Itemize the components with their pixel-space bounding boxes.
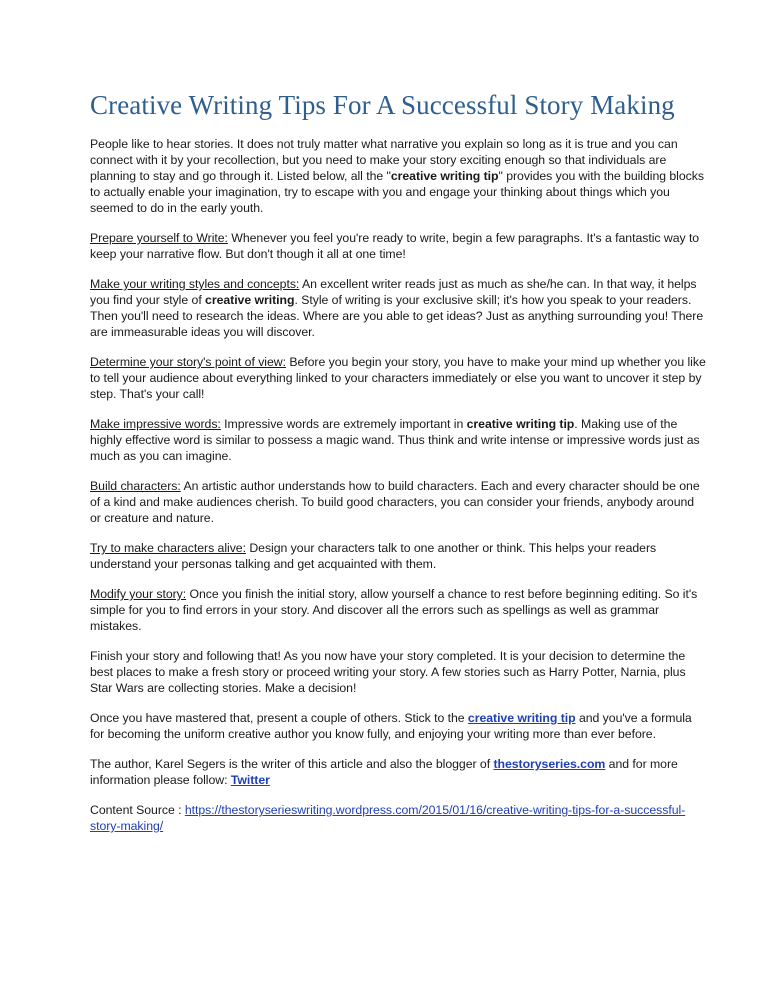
tip-text: An excellent writer reads just as much as she/he can. In that way, it helps you find your style of [90,277,697,307]
tip-paragraph-characters-alive [90,540,708,572]
tip-text: Whenever you feel you're ready to write, begin a few paragraphs. It's a fantastic way to keep your narrative flow. But don't though it all at one time! [90,231,700,261]
tip-text: Design your characters talk to one another or think. This helps your readers understand your personas talking and get acquainted with them. [90,541,657,571]
intro-text-end: " provides you with the building blocks to actually enable your imagination, try to escape with you and engage your thinking about things which you seemed to do in the early youth. [90,169,704,215]
tip-bold-phrase: creative writing tip [466,417,575,431]
tip-heading: Determine your story's point of view: [90,355,286,369]
content-source-label: Content Source : [90,803,185,817]
author-text: The author, Karel Segers is the writer of this article and also the blogger of [90,757,494,771]
author-text-middle: and for more information please follow: [90,757,678,787]
author-paragraph [90,756,708,788]
intro-text: People like to hear stories. It does not truly matter what narrative you explain so long as it is true and you can connect with it by your recollection, but you need to make your story exciting enough so that individuals are planning to stay and go through it. Listed below, all the " [90,137,678,183]
tip-paragraph-modify [90,586,708,634]
tip-text: Once you finish the initial story, allow yourself a chance to rest before beginning editing. So it's simple for you to find errors in your story. And discover all the errors such as spellings as well as grammar mistakes. [90,587,698,633]
mastered-text-end: and you've a formula for becoming the uniform creative author you know fully, and enjoying your writing more than ever before. [90,711,692,741]
mastered-text: Once you have mastered that, present a couple of others. Stick to the [90,711,468,725]
creative-writing-tip-link[interactable]: creative writing tip [467,711,576,725]
tip-text-end: . Style of writing is your exclusive skill; it's how you speak to your readers. Then you'll need to research the ideas. Where are you able to get ideas? Just as anything surrounding you! There are immeasurable ideas you will discover. [90,293,704,339]
tip-text-end: . Making use of the highly effective word is similar to possess a magic wand. Thus think and write intense or impressive words just as much as you can imagine. [90,417,700,463]
tip-text: Before you begin your story, you have to make your mind up whether you like to tell your audience about everything linked to your characters immediately or else you want to uncover it step by step. That's your call! [90,355,706,401]
tip-paragraph-impressive-words [90,416,708,464]
tip-heading: Make impressive words: [90,417,221,431]
tip-paragraph-point-of-view [90,354,708,402]
tip-paragraph-prepare [90,230,708,262]
tip-paragraph-styles [90,276,708,340]
tip-heading: Modify your story: [90,587,187,601]
tip-text: Impressive words are extremely important in [220,417,467,431]
thestoryseries-link[interactable]: thestoryseries.com [493,757,606,771]
tip-bold-phrase: creative writing [205,293,295,307]
intro-paragraph [90,136,708,216]
tip-heading: Build characters: [90,479,181,493]
tip-paragraph-characters [90,478,708,526]
intro-bold-phrase: creative writing tip [390,169,499,183]
tip-heading: Try to make characters alive: [90,541,246,555]
mastered-paragraph [90,710,708,742]
tip-text: An artistic author understands how to build characters. Each and every character should be one of a kind and make audiences cherish. To build good characters, you can consider your friends, anybody around or creature and nature. [90,479,700,525]
page-title: Creative Writing Tips For A Successful Story Making [90,90,675,120]
finish-paragraph: Finish your story and following that! As you now have your story completed. It is your decision to determine the best places to make a fresh story or proceed writing your story. A few stories such as Harry Potter, Narnia, plus Star Wars are collecting stories. Make a decision! [90,649,686,695]
content-source-paragraph [90,802,708,834]
content-source-link[interactable]: https://thestoryserieswriting.wordpress.com/2015/01/16/creative-writing-tips-for-a-successful-story-making/ [90,803,686,833]
tip-heading: Prepare yourself to Write: [90,231,228,245]
twitter-link[interactable]: Twitter [230,773,270,787]
tip-heading: Make your writing styles and concepts: [90,277,300,291]
